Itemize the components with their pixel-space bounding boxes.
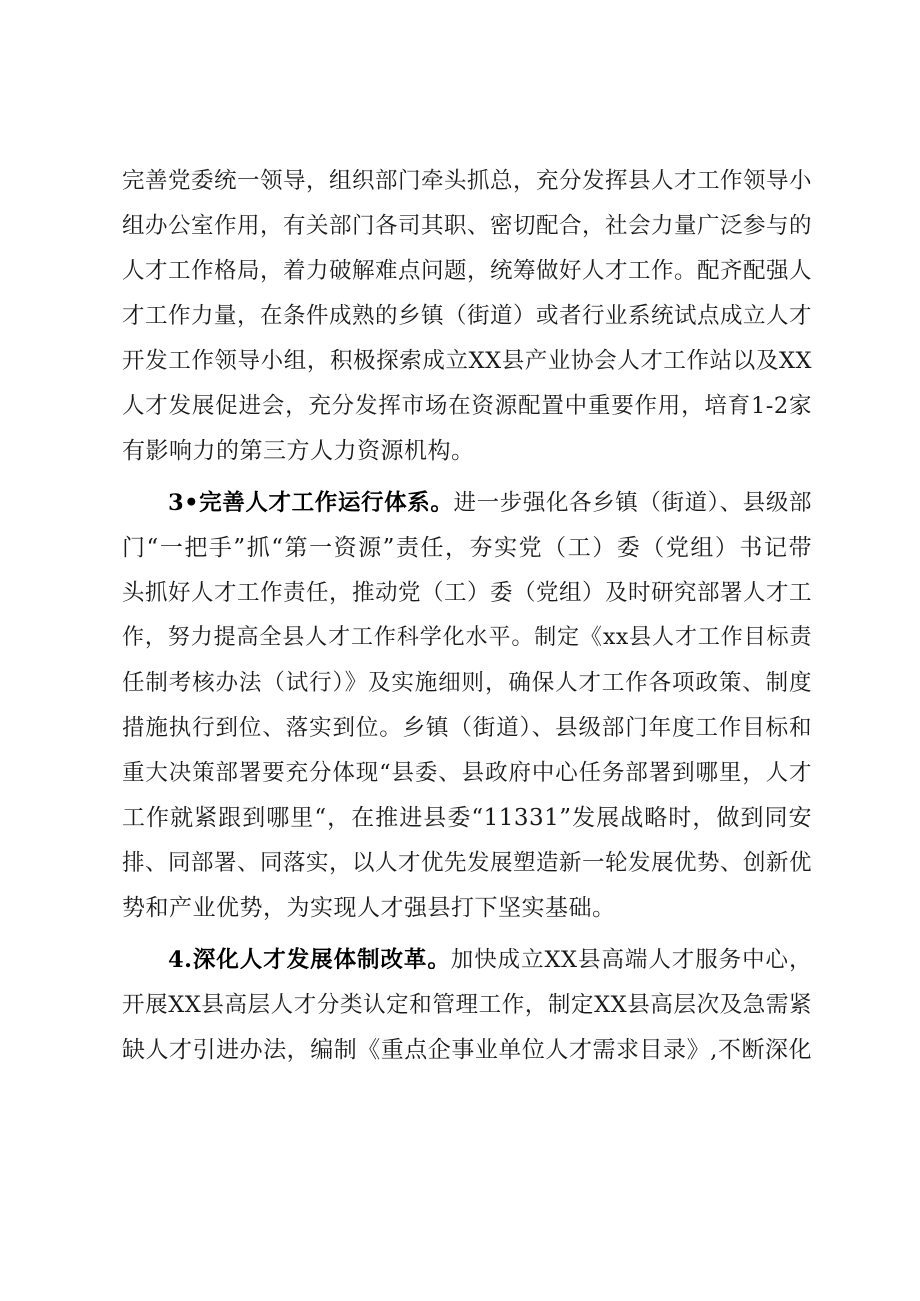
paragraph-2-first-line-text: 进一步强化各乡镇（街道）、县级部 bbox=[453, 490, 812, 516]
paragraph-1-line-3: 人才工作格局，着力破解难点问题，统筹做好人才工作。配齐配强人 bbox=[122, 258, 813, 284]
paragraph-2-line-9: 排、同部署、同落实，以人才优先发展塑造新一轮发展优势、创新优 bbox=[122, 850, 813, 876]
paragraph-1-line-1: 完善党委统一领导，组织部门牵头抓总，充分发挥县人才工作领导小 bbox=[122, 168, 813, 194]
paragraph-3-first-line-text: 加快成立XX县高端人才服务中心， bbox=[450, 947, 812, 973]
paragraph-2-line-7: 重大决策部署要充分体现“县委、县政府中心任务部署到哪里，人才 bbox=[122, 760, 812, 786]
paragraph-2-line-6: 措施执行到位、落实到位。乡镇（街道）、县级部门年度工作目标和 bbox=[122, 715, 812, 741]
paragraph-2-line-8: 工作就紧跟到哪里“，在推进县委“11331”发展战略时，做到同安 bbox=[122, 805, 812, 831]
paragraph-3-heading: 4.深化人才发展体制改革。 bbox=[168, 947, 451, 973]
paragraph-3-line-1 bbox=[168, 945, 812, 975]
paragraph-2-line-4: 作，努力提高全县人才工作科学化水平。制定《xx县人才工作目标责 bbox=[122, 625, 812, 650]
paragraph-2-line-1 bbox=[168, 488, 812, 518]
paragraph-2-line-5: 任制考核办法（试行）》及实施细则，确保人才工作各项政策、制度 bbox=[122, 670, 812, 696]
paragraph-2-line-2: 门“一把手”抓“第一资源”责任，夯实党（工）委（党组）书记带 bbox=[122, 535, 812, 561]
paragraph-2-line-10: 势和产业优势，为实现人才强县打下坚实基础。 bbox=[122, 895, 616, 921]
paragraph-2-line-3: 头抓好人才工作责任，推动党（工）委（党组）及时研究部署人才工 bbox=[122, 580, 813, 606]
paragraph-1-line-7: 有影响力的第三方人力资源机构。 bbox=[122, 438, 475, 464]
paragraph-1-line-2: 组办公室作用，有关部门各司其职、密切配合，社会力量广泛参与的 bbox=[122, 213, 813, 239]
paragraph-1-line-4: 才工作力量，在条件成熟的乡镇（街道）或者行业系统试点成立人才 bbox=[122, 303, 813, 329]
paragraph-3-line-2: 开展XX县高层人才分类认定和管理工作，制定XX县高层次及急需紧 bbox=[122, 992, 812, 1018]
paragraph-2-heading: 3•完善人才工作运行体系。 bbox=[168, 490, 454, 516]
paragraph-1-line-5: 开发工作领导小组，积极探索成立XX县产业协会人才工作站以及XX bbox=[122, 348, 812, 374]
paragraph-3-line-3: 缺人才引进办法，编制《重点企事业单位人才需求目录》,不断深化 bbox=[122, 1037, 812, 1063]
paragraph-1-line-6: 人才发展促进会，充分发挥市场在资源配置中重要作用，培育1-2家 bbox=[122, 393, 812, 419]
